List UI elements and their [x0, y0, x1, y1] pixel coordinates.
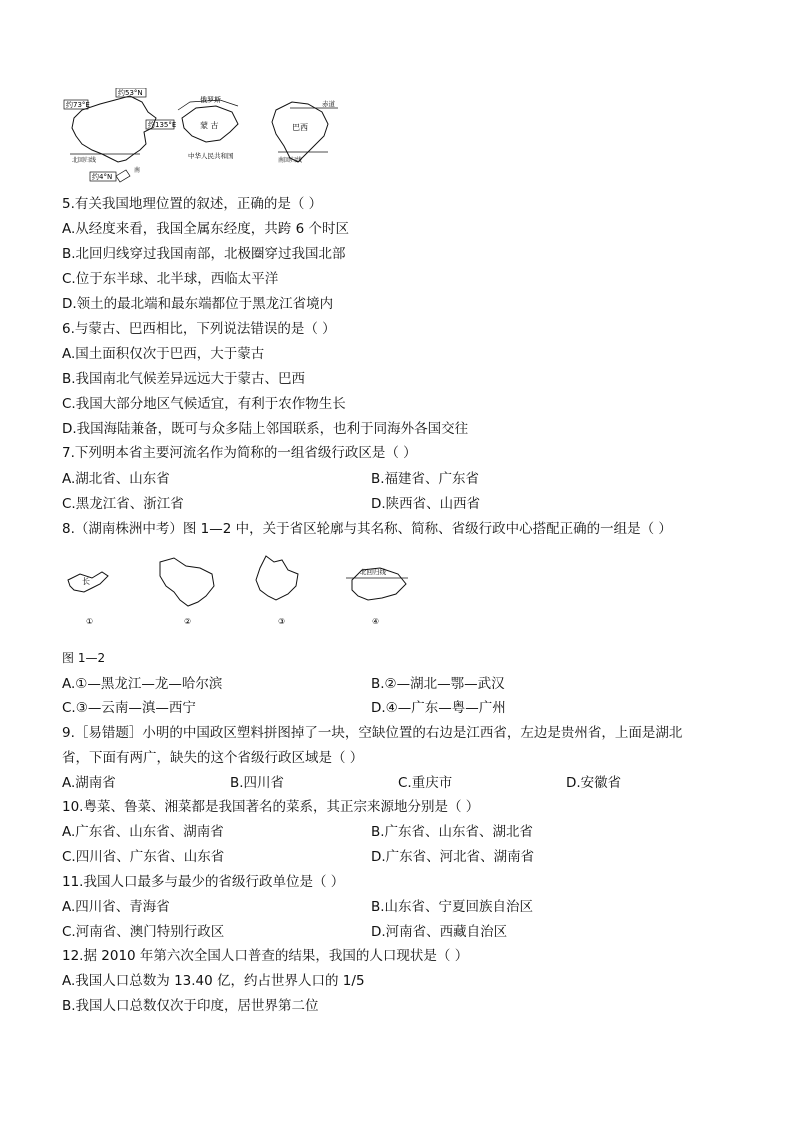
province-outline-1 [68, 572, 108, 626]
q7-option-b: B.福建省、广东省 [371, 471, 480, 487]
china-label-4n: 约4°N [92, 173, 113, 181]
q11-option-d: D.河南省、西藏自治区 [371, 924, 508, 940]
q11-option-b: B.山东省、宁夏回族自治区 [371, 899, 534, 915]
china-label-135e: 约135°E [148, 121, 177, 129]
q5-option-c: C.位于东半球、北半球，西临太平洋 [62, 271, 279, 287]
mongolia-label-name: 蒙 古 [200, 121, 219, 130]
q6-stem: 6.与蒙古、巴西相比，下列说法错误的是（ ） [62, 321, 336, 337]
province-outline-4 [346, 567, 408, 626]
brazil-map [272, 99, 338, 164]
province-4-number: ④ [372, 617, 380, 626]
china-label-tropic: 北回归线 [72, 157, 97, 164]
province-outline-2 [160, 558, 214, 626]
q5-option-a: A.从经度来看，我国全属东经度，共跨 6 个时区 [62, 221, 349, 237]
brazil-label-equator: 赤道 [322, 100, 335, 108]
q7-option-c: C.黑龙江省、浙江省 [62, 496, 184, 512]
q9-option-c: C.重庆市 [398, 775, 453, 791]
figure-maps-china-mongolia-brazil [60, 88, 360, 188]
q12-stem: 12.据 2010 年第六次全国人口普查的结果，我国的人口现状是（ ） [62, 948, 469, 964]
q10-option-c: C.四川省、广东省、山东省 [62, 849, 225, 865]
q10-stem: 10.粤菜、鲁菜、湘菜都是我国著名的菜系，其正宗来源地分别是（ ） [62, 799, 480, 815]
province-2-number: ② [184, 617, 192, 626]
province-1-label: 长 [82, 577, 90, 586]
china-label-73e: 约73°E [66, 101, 90, 109]
q10-option-d: D.广东省、河北省、湖南省 [371, 849, 535, 865]
q9-option-d: D.安徽省 [566, 775, 622, 791]
mongolia-label-china: 中华人民共和国 [188, 152, 234, 160]
q9-stem-line2: 省，下面有两广，缺失的这个省级行政区域是（ ） [62, 750, 364, 766]
q5-stem: 5.有关我国地理位置的叙述，正确的是（ ） [62, 196, 323, 212]
figure-province-outlines [62, 552, 422, 628]
q6-option-b: B.我国南北气候差异远远大于蒙古、巴西 [62, 371, 306, 387]
brazil-label-capricorn: 南回归线 [278, 157, 303, 164]
q8-option-d: D.④—广东—粤—广州 [371, 700, 506, 716]
q12-option-a: A.我国人口总数为 13.40 亿，约占世界人口的 1/5 [62, 973, 365, 989]
q5-option-b: B.北回归线穿过我国南部，北极圈穿过我国北部 [62, 246, 346, 262]
q8-option-c: C.③—云南—滇—西宁 [62, 700, 196, 716]
q9-option-b: B.四川省 [230, 775, 285, 791]
china-label-south: 南 [134, 167, 141, 174]
q9-stem-line1: 9.［易错题］小明的中国政区塑料拼图掉了一块，空缺位置的右边是江西省，左边是贵州省，上面是湖北 [62, 725, 683, 741]
q8-option-b: B.②—湖北—鄂—武汉 [371, 676, 505, 692]
q11-stem: 11.我国人口最多与最少的省级行政单位是（ ） [62, 874, 345, 890]
province-1-number: ① [86, 617, 94, 626]
q5-option-d: D.领土的最北端和最东端都位于黑龙江省境内 [62, 296, 334, 312]
q9-option-a: A.湖南省 [62, 775, 116, 791]
q11-option-c: C.河南省、澳门特别行政区 [62, 924, 225, 940]
q8-stem: 8.（湖南株洲中考）图 1—2 中，关于省区轮廓与其名称、简称、省级行政中心搭配正确的一组是（ ） [62, 521, 672, 537]
q8-option-a: A.①—黑龙江—龙—哈尔滨 [62, 676, 223, 692]
brazil-label-name: 巴西 [292, 123, 308, 132]
q7-stem: 7.下列明本省主要河流名作为简称的一组省级行政区是（ ） [62, 445, 417, 461]
q6-option-a: A.国土面积仅次于巴西，大于蒙古 [62, 346, 265, 362]
q7-option-d: D.陕西省、山西省 [371, 496, 481, 512]
q11-option-a: A.四川省、青海省 [62, 899, 170, 915]
mongolia-label-russia: 俄罗斯 [200, 96, 221, 104]
province-4-label: 北回归线 [360, 568, 386, 576]
q7-option-a: A.湖北省、山东省 [62, 471, 170, 487]
q6-option-c: C.我国大部分地区气候适宜，有利于农作物生长 [62, 396, 346, 412]
q10-option-b: B.广东省、山东省、湖北省 [371, 824, 534, 840]
china-map [64, 88, 176, 182]
mongolia-map [178, 95, 238, 160]
province-3-number: ③ [278, 617, 286, 626]
province-outline-3 [256, 556, 298, 626]
q8-figure-caption: 图 1—2 [62, 651, 106, 665]
china-label-53n: 约53°N [118, 89, 143, 97]
q6-option-d: D.我国海陆兼备，既可与众多陆上邻国联系，也利于同海外各国交往 [62, 421, 469, 437]
q12-option-b: B.我国人口总数仅次于印度，居世界第二位 [62, 998, 319, 1014]
q10-option-a: A.广东省、山东省、湖南省 [62, 824, 224, 840]
